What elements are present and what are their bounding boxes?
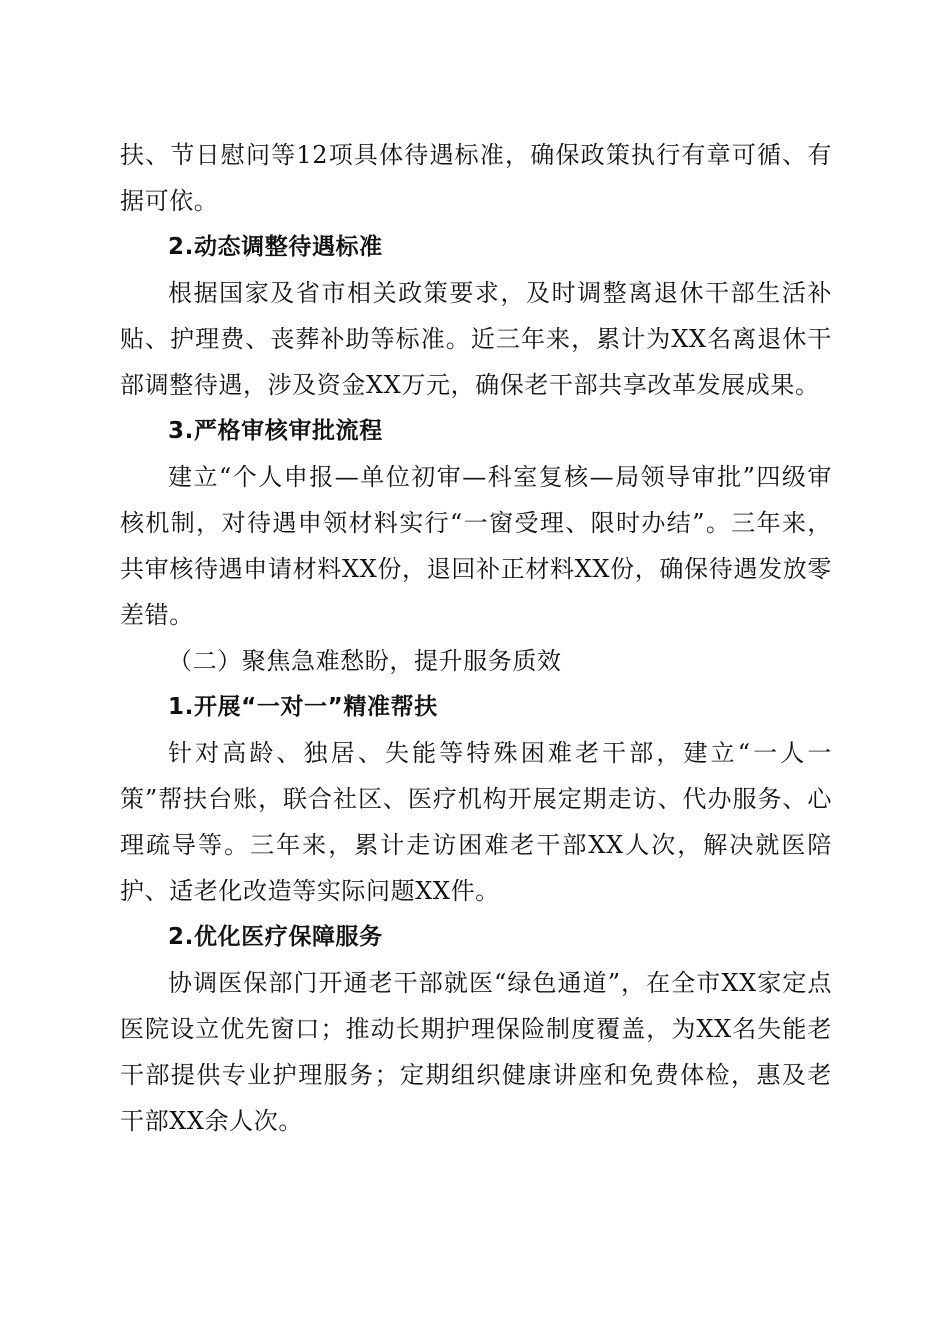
paragraph-continued: 扶、节日慰问等12项具体待遇标准，确保政策执行有章可循、有据可依。 — [120, 141, 832, 215]
paragraph: 建立“个人申报—单位初审—科室复核—局领导审批”四级审核机制，对待遇申领材料实行“一窗受理、限时办结”。三年来，共审核待遇申请材料XX份，退回补正材料XX份，确保待遇发放零差错。 — [120, 463, 832, 629]
paragraph: 针对高龄、独居、失能等特殊困难老干部，建立“一人一策”帮扶台账，联合社区、医疗机构开展定期走访、代办服务、心理疏导等。三年来，累计走访困难老干部XX人次，解决就医陪护、适老化改造等实际问题XX件。 — [120, 739, 832, 905]
heading-medical-services: 2.优化医疗保障服务 — [168, 924, 383, 950]
heading-one-on-one-assistance: 1.开展“一对一”精准帮扶 — [168, 694, 438, 720]
paragraph: 协调医保部门开通老干部就医“绿色通道”，在全市XX家定点医院设立优先窗口；推动长期护理保险制度覆盖，为XX名失能老干部提供专业护理服务；定期组织健康讲座和免费体检，惠及老干部XX余人次。 — [120, 969, 832, 1135]
heading-dynamic-adjustment: 2.动态调整待遇标准 — [168, 234, 383, 260]
paragraph: 根据国家及省市相关政策要求，及时调整离退休干部生活补贴、护理费、丧葬补助等标准。近三年来，累计为XX名离退休干部调整待遇，涉及资金XX万元，确保老干部共享改革发展成果。 — [120, 279, 832, 399]
section-title: （二）聚焦急难愁盼，提升服务质效 — [168, 647, 562, 675]
document-body — [120, 132, 832, 1144]
heading-strict-review: 3.严格审核审批流程 — [168, 418, 383, 444]
